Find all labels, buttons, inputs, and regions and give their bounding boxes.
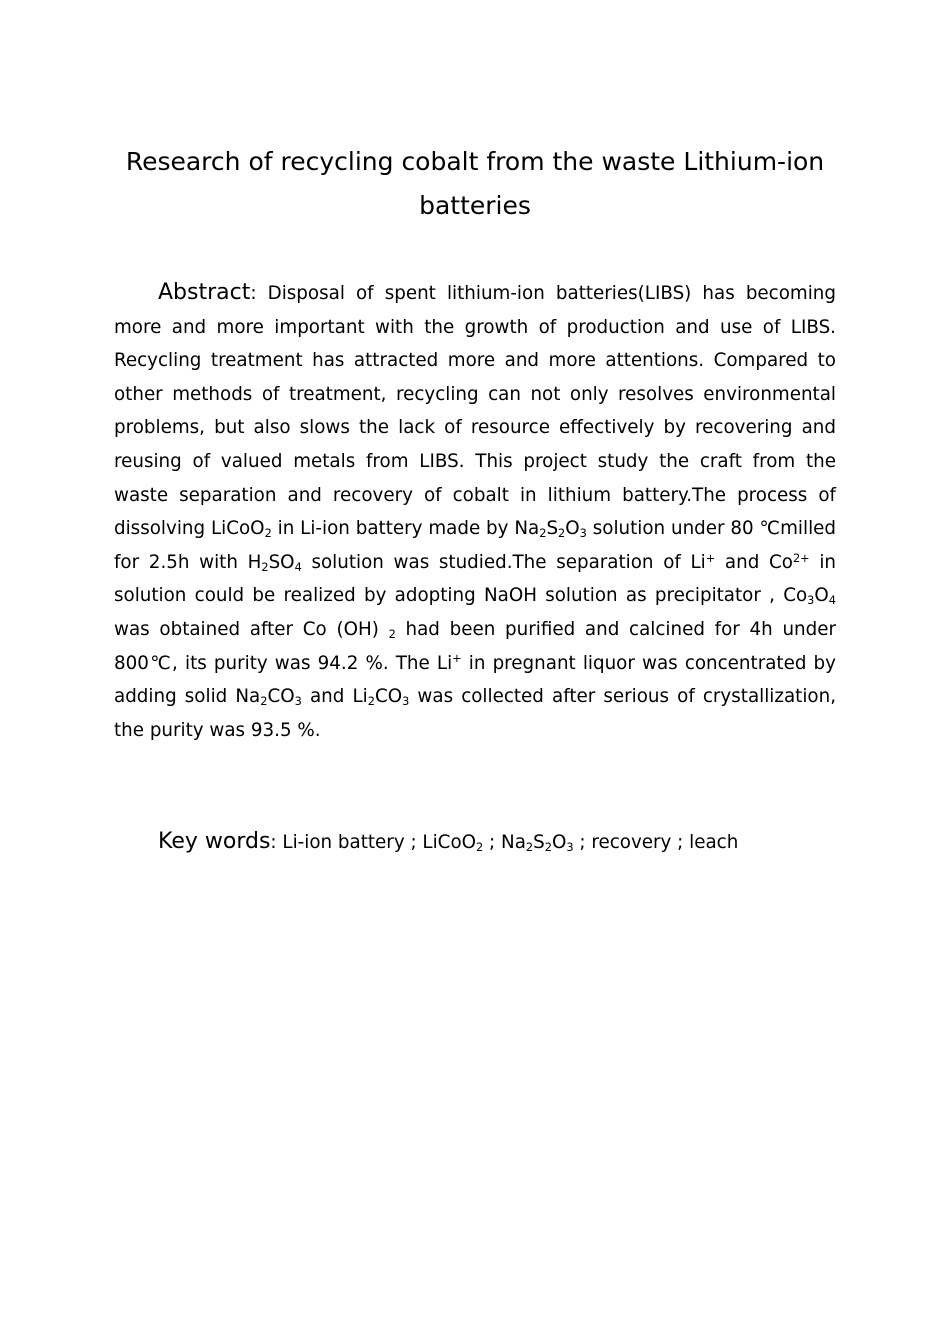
subscript: 4 bbox=[828, 593, 836, 608]
abstract-text: was collected after serious of crystallization, the purity was 93.5 %. bbox=[114, 686, 837, 741]
abstract-text: S bbox=[546, 518, 559, 540]
abstract-text: solution was studied.The separation of Li bbox=[301, 551, 706, 573]
subscript: 2 bbox=[261, 559, 269, 574]
abstract-text: and Li bbox=[301, 686, 368, 708]
abstract-text: O bbox=[565, 518, 580, 540]
paper-title: Research of recycling cobalt from the waste Lithium-ion batteries bbox=[125, 147, 825, 220]
subscript: 2 bbox=[388, 626, 396, 641]
abstract-text: was obtained after Co (OH) bbox=[114, 618, 389, 640]
abstract-text: in Li-ion battery made by Na bbox=[271, 518, 540, 540]
subscript: 2 bbox=[367, 693, 375, 708]
abstract-text: solution under 80 ℃milled for 2.5h with H bbox=[114, 518, 836, 573]
abstract-text: Disposal of spent lithium-ion batteries(LIBS) has becoming more and more important with the growth of production and use of LIBS. Recycling treatment has attracted more and more attentions. Compared to other methods of treatment, recycling can not only resolves environmental problems, but also slows the lack of resource effectively by recovering and reusing of valued metals from LIBS. This project study the craft from the waste separation and recovery of cobalt in lithium battery.The process of dissolving LiCoO bbox=[114, 283, 836, 540]
superscript: 2+ bbox=[792, 550, 810, 565]
abstract-text: CO bbox=[374, 686, 403, 708]
subscript: 2 bbox=[260, 693, 268, 708]
subscript: 2 bbox=[544, 839, 552, 854]
subscript: 3 bbox=[566, 839, 574, 854]
subscript: 2 bbox=[476, 839, 484, 854]
subscript: 2 bbox=[558, 525, 566, 540]
abstract-text: CO bbox=[267, 686, 295, 708]
subscript: 3 bbox=[294, 693, 302, 708]
superscript: + bbox=[452, 651, 462, 666]
keywords-line bbox=[114, 825, 836, 860]
subscript: 2 bbox=[264, 525, 272, 540]
abstract-text: in solution could be realized by adopting NaOH solution as precipitator , Co bbox=[114, 551, 836, 607]
abstract-paragraph bbox=[114, 276, 836, 747]
keywords-text: ; Na bbox=[483, 832, 526, 853]
keywords-label: Key words bbox=[158, 829, 271, 854]
keywords-text: O bbox=[551, 832, 567, 853]
subscript: 3 bbox=[402, 693, 410, 708]
abstract-text: SO bbox=[268, 551, 295, 573]
keywords-text: : Li-ion battery ; LiCoO bbox=[270, 832, 477, 853]
subscript: 4 bbox=[294, 559, 302, 574]
subscript: 2 bbox=[525, 839, 534, 854]
subscript: 3 bbox=[579, 525, 587, 540]
keywords-text: ; recovery ; leach bbox=[573, 832, 739, 853]
abstract-text: O bbox=[814, 585, 829, 607]
abstract-text: and Co bbox=[715, 551, 793, 573]
superscript: + bbox=[705, 550, 716, 565]
abstract-text: had been purified and calcined for 4h under 800℃, its purity was 94.2 %. The Li bbox=[114, 618, 836, 674]
abstract-label: Abstract bbox=[158, 280, 251, 305]
abstract-sep: : bbox=[250, 283, 268, 304]
keywords-text: S bbox=[533, 832, 545, 853]
subscript: 2 bbox=[539, 525, 547, 540]
abstract-text: in pregnant liquor was concentrated by adding solid Na bbox=[114, 652, 836, 708]
subscript: 3 bbox=[807, 593, 815, 608]
